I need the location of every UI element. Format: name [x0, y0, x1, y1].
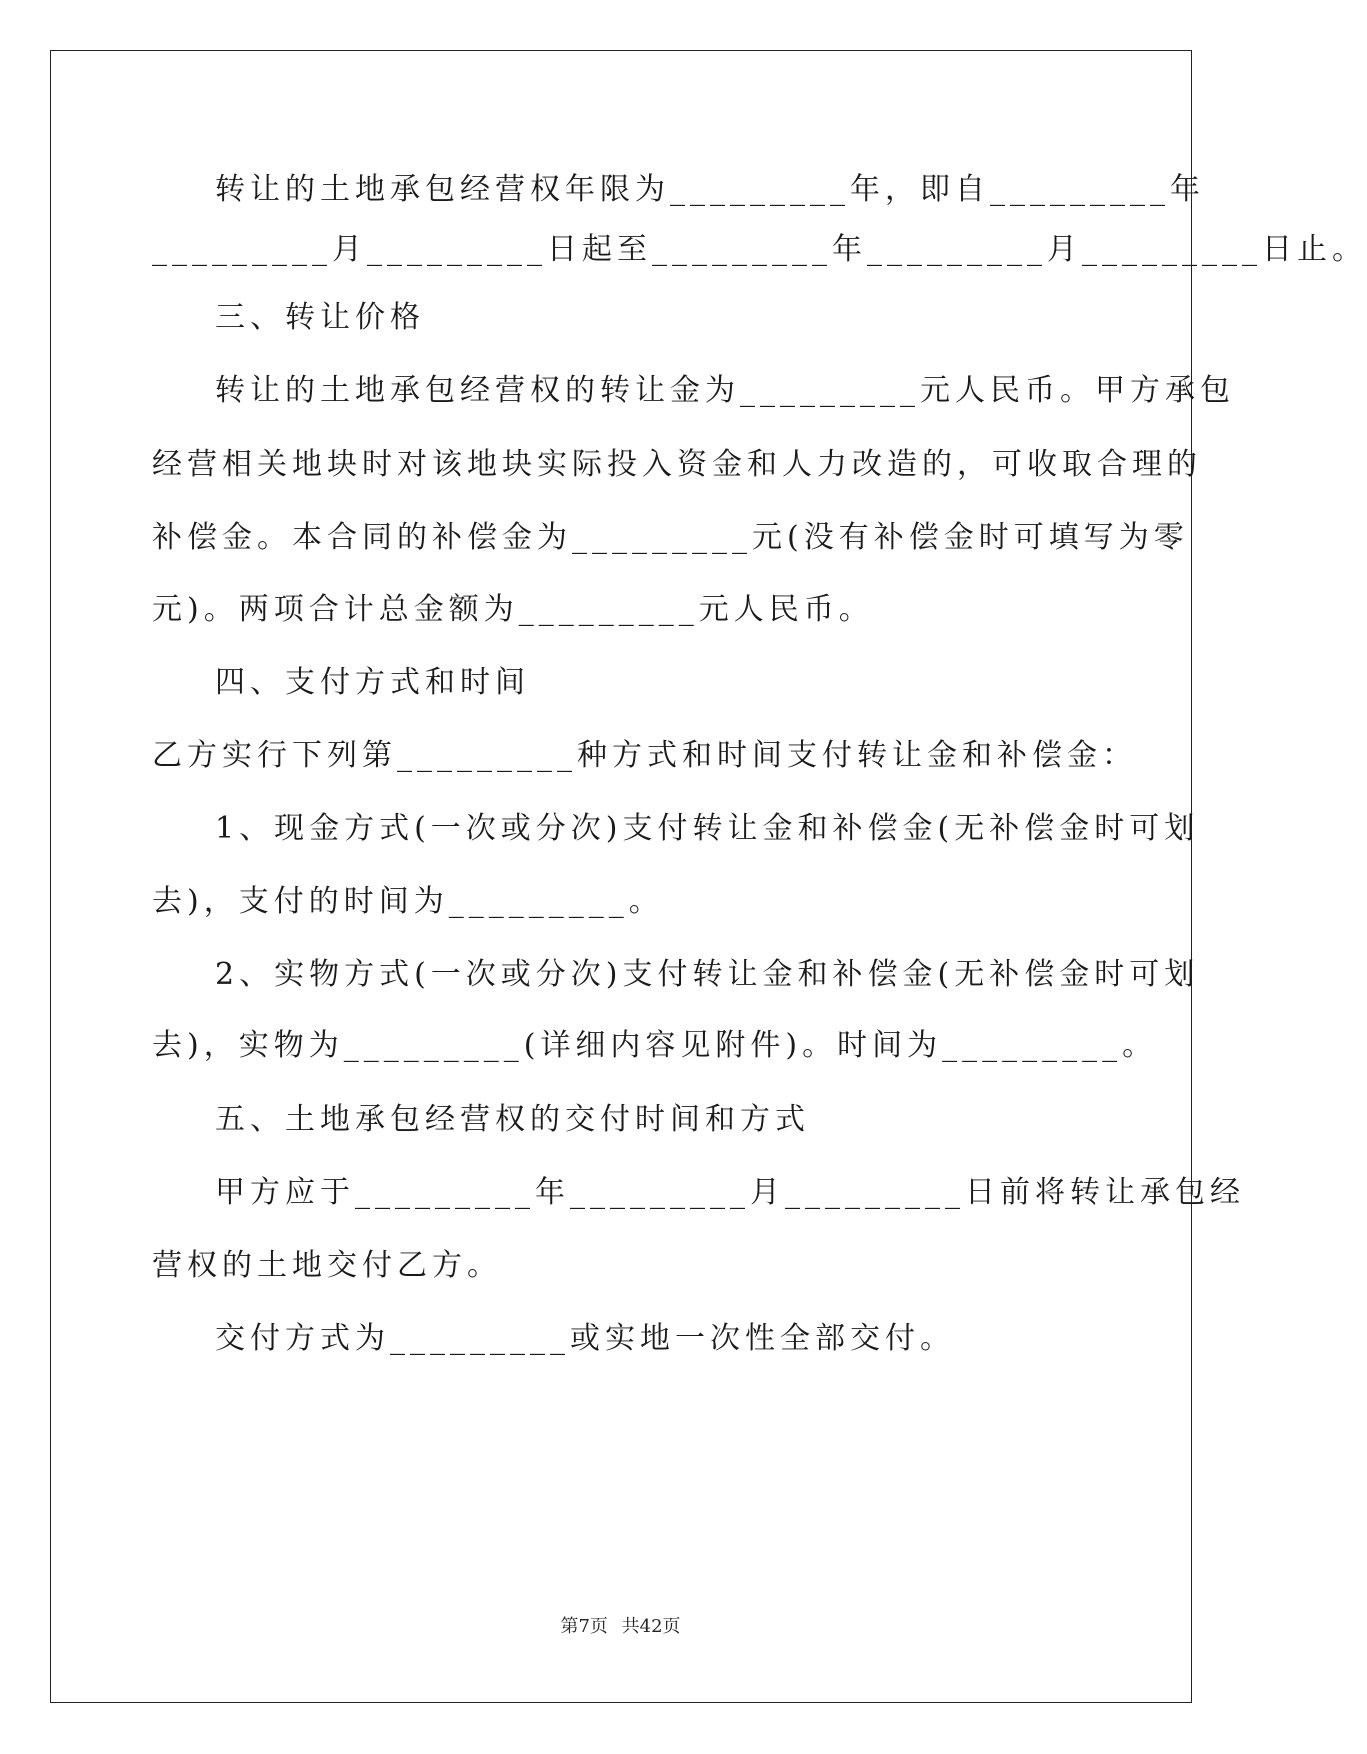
paragraph-line: 交付方式为_________或实地一次性全部交付。	[215, 1321, 955, 1356]
paragraph-line: 补偿金。本合同的补偿金为_________元(没有补偿金时可填写为零	[152, 520, 1189, 555]
paragraph-line: 乙方实行下列第_________种方式和时间支付转让金和补偿金：	[152, 738, 1137, 773]
paragraph-line: 去)，支付的时间为_________。	[152, 884, 664, 919]
page-total: 共42页	[621, 1616, 681, 1637]
page-number: 第7页	[560, 1616, 608, 1637]
paragraph-line: 甲方应于_________年_________月_________日前将转让承包经	[215, 1175, 1245, 1210]
page-footer	[0, 1612, 1241, 1638]
section-heading: 四、支付方式和时间	[215, 665, 530, 700]
paragraph-line: 经营相关地块时对该地块实际投入资金和人力改造的，可收取合理的	[152, 447, 1202, 482]
paragraph-line: 元)。两项合计总金额为_________元人民币。	[152, 592, 874, 627]
paragraph-line: 营权的土地交付乙方。	[152, 1248, 502, 1283]
paragraph-line: 转让的土地承包经营权的转让金为_________元人民币。甲方承包	[215, 373, 1235, 408]
section-heading: 五、土地承包经营权的交付时间和方式	[215, 1102, 810, 1137]
paragraph-line: 转让的土地承包经营权年限为_________年，即自_________年	[215, 172, 1205, 207]
paragraph-line: _________月_________日起至_________年_________月_________日止。	[152, 232, 1367, 267]
paragraph-line: 去)，实物为_________(详细内容见附件)。时间为_________。	[152, 1028, 1158, 1063]
paragraph-line: 1、现金方式(一次或分次)支付转让金和补偿金(无补偿金时可划	[215, 811, 1200, 846]
paragraph-line: 2、实物方式(一次或分次)支付转让金和补偿金(无补偿金时可划	[215, 957, 1200, 992]
section-heading: 三、转让价格	[215, 300, 425, 335]
